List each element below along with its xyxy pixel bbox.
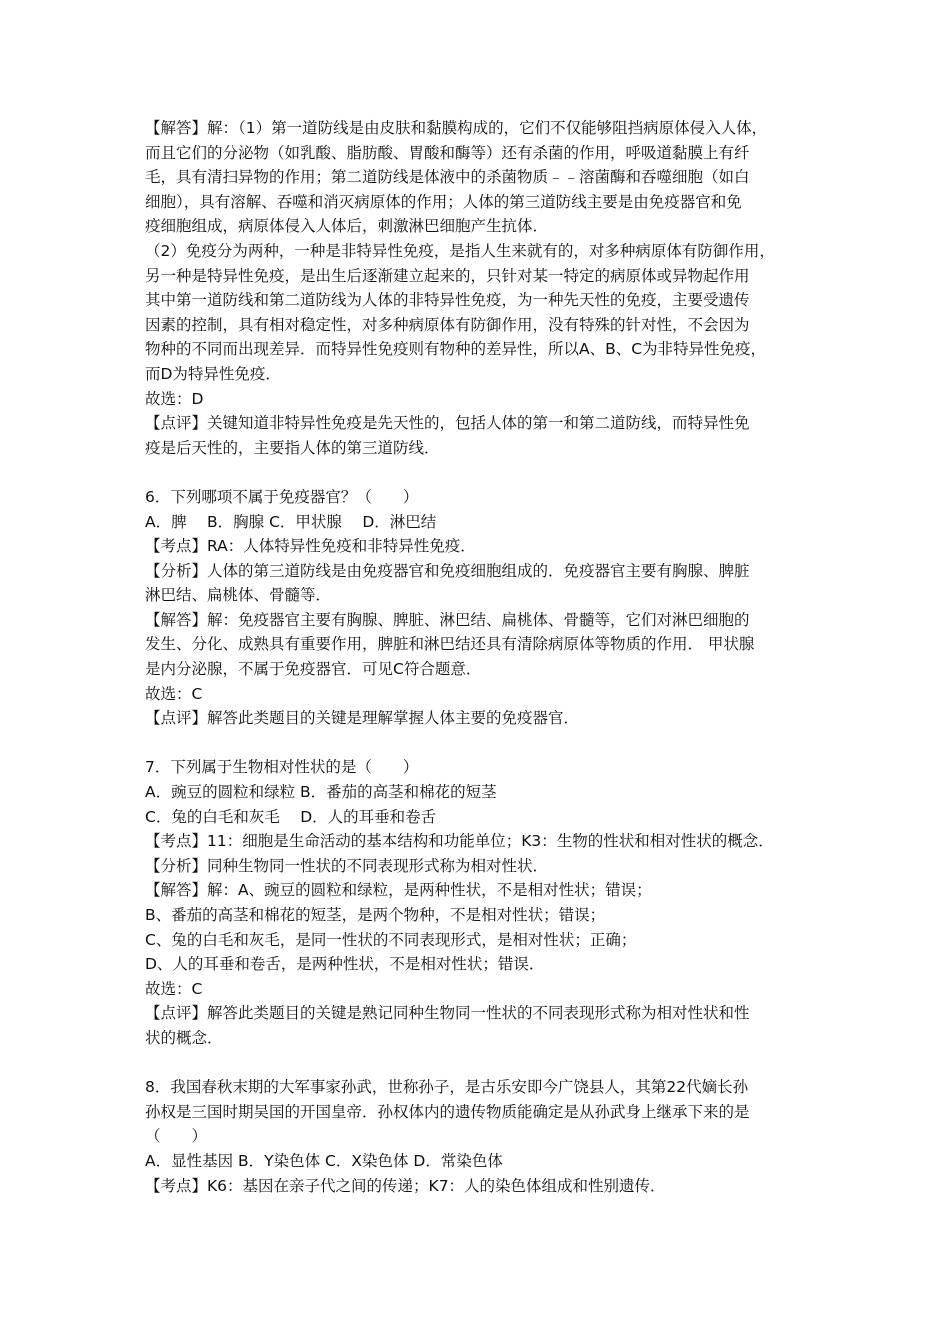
- text-line: 【分析】人体的第三道防线是由免疫器官和免疫细胞组成的．免疫器官主要有胸腺、脾脏: [145, 561, 750, 580]
- block-spacer: [145, 1051, 817, 1076]
- text-line: 因素的控制，具有相对稳定性，对多种病原体有防御作用，没有特殊的针对性，不会因为: [145, 315, 750, 334]
- document-page: [145, 116, 817, 1198]
- question-options: A．豌豆的圆粒和绿粒 B．番茄的高茎和棉花的短茎: [145, 783, 497, 802]
- text-line: 发生、分化、成熟具有重要作用，脾脏和淋巴结还具有清除病原体等物质的作用． 甲状腺: [145, 635, 755, 654]
- text-line: 【点评】解答此类题目的关键是理解掌握人体主要的免疫器官．: [145, 709, 580, 728]
- block-spacer: [145, 731, 817, 756]
- answer-choice: 故选：C: [145, 979, 203, 998]
- text-line: 而且它们的分泌物（如乳酸、脂肪酸、胃酸和酶等）还有杀菌的作用，呼吸道黏膜上有纤: [145, 143, 750, 162]
- text-line: 物种的不同而出现差异．而特异性免疫则有物种的差异性，所以A、B、C为非特异性免疫，: [145, 340, 767, 359]
- text-line: 细胞），具有溶解、吞噬和消灭病原体的作用；人体的第三道防线主要是由免疫器官和免: [145, 192, 742, 211]
- question-stem: 6．下列哪项不属于免疫器官？（ ）: [145, 487, 419, 506]
- question-7: [145, 755, 817, 1050]
- text-line: 【点评】关键知道非特异性免疫是先天性的，包括人体的第一和第二道防线，而特异性免: [145, 414, 750, 433]
- question-options: A．显性基因 B．Y染色体 C．X染色体 D．常染色体: [145, 1151, 503, 1170]
- text-line: 是内分泌腺，不属于免疫器官．可见C符合题意．: [145, 660, 482, 679]
- text-line: 其中第一道防线和第二道防线为人体的非特异性免疫，为一种先天性的免疫，主要受遗传: [145, 291, 750, 310]
- question-options: C．兔的白毛和灰毛 D．人的耳垂和卷舌: [145, 807, 437, 826]
- text-line: 【解答】解：（1）第一道防线是由皮肤和黏膜构成的，它们不仅能够阻挡病原体侵入人体，: [145, 119, 768, 137]
- text-line: 【点评】解答此类题目的关键是熟记同种生物同一性状的不同表现形式称为相对性状和性: [145, 1004, 750, 1023]
- text-line: 而D为特异性免疫．: [145, 364, 281, 383]
- text-line: 毛，具有清扫异物的作用；第二道防线是体液中的杀菌物质﹣﹣溶菌酶和吞噬细胞（如白: [145, 168, 750, 187]
- text-line: 淋巴结、扁桃体、骨髓等．: [145, 586, 332, 605]
- question-8: [145, 1075, 817, 1198]
- text-line: 疫是后天性的，主要指人体的第三道防线．: [145, 438, 440, 457]
- question-stem: 孙权是三国时期吴国的开国皇帝．孙权体内的遗传物质能确定是从孙武身上继承下来的是: [145, 1102, 750, 1121]
- question-stem: 8．我国春秋末期的大军事家孙武，世称孙子，是古乐安即今广饶县人，其第22代嫡长孙: [145, 1078, 749, 1097]
- text-line: 【分析】同种生物同一性状的不同表现形式称为相对性状．: [145, 856, 549, 875]
- text-line: D、人的耳垂和卷舌，是两种性状，不是相对性状；错误．: [145, 955, 545, 974]
- text-line: C、兔的白毛和灰毛，是同一性状的不同表现形式，是相对性状；正确；: [145, 930, 637, 949]
- text-line: 【解答】解：A、豌豆的圆粒和绿粒，是两种性状，不是相对性状；错误；: [145, 881, 652, 900]
- text-line: 疫细胞组成，病原体侵入人体后，刺激淋巴细胞产生抗体．: [145, 217, 549, 236]
- question-options: A．脾 B．胸腺 C．甲状腺 D．淋巴结: [145, 512, 437, 531]
- answer-choice: 故选：D: [145, 389, 204, 408]
- question-6: [145, 485, 817, 731]
- block-spacer: [145, 460, 817, 485]
- text-line: 【考点】11：细胞是生命活动的基本结构和功能单位；K3：生物的性状和相对性状的概念．: [145, 832, 774, 851]
- text-line: 【考点】K6：基因在亲子代之间的传递；K7：人的染色体组成和性别遗传．: [145, 1176, 666, 1195]
- text-line: B、番茄的高茎和棉花的短茎，是两个物种，不是相对性状；错误；: [145, 906, 606, 924]
- text-line: 状的概念．: [145, 1028, 223, 1047]
- question-stem: 7．下列属于生物相对性状的是（ ）: [145, 758, 419, 777]
- text-line: 【考点】RA：人体特异性免疫和非特异性免疫．: [145, 537, 476, 556]
- answer-block-5: [145, 116, 817, 460]
- text-line: 另一种是特异性免疫，是出生后逐渐建立起来的，只针对某一特定的病原体或异物起作用: [145, 266, 750, 285]
- text-line: 【解答】解：免疫器官主要有胸腺、脾脏、淋巴结、扁桃体、骨髓等，它们对淋巴细胞的: [145, 610, 750, 629]
- answer-choice: 故选：C: [145, 684, 203, 703]
- question-stem: （ ）: [145, 1127, 208, 1146]
- text-line: （2）免疫分为两种，一种是非特异性免疫，是指人生来就有的，对多种病原体有防御作用，: [145, 241, 775, 260]
